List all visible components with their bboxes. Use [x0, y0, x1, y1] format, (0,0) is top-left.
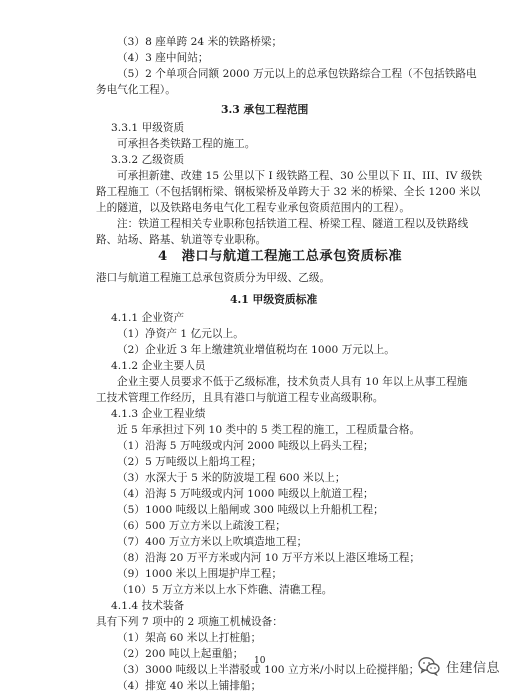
- text-line: （1）架高 60 米以上打桩船；: [117, 632, 262, 644]
- section-heading-3-3: 3.3 承包工程范围: [221, 103, 309, 116]
- text-line: （5）1000 吨级以上船闸或 300 吨级以上升船机工程；: [117, 504, 384, 516]
- text-line: 企业主要人员要求不低于乙级标准，技术负责人具有 10 年以上从事工程施: [117, 376, 468, 388]
- text-line: （7）400 万立方米以上吹填造地工程；: [117, 536, 308, 548]
- text-line: （3）水深大于 5 米的防波堤工程 600 米以上；: [117, 472, 346, 484]
- text-line: 可承担各类铁路工程的施工。: [117, 138, 256, 150]
- text-line: （9）1000 米以上围堤护岸工程；: [117, 568, 283, 580]
- text-line: （3）8 座单跨 24 米的铁路桥梁；: [117, 36, 283, 48]
- text-line: 3.3.2 乙级资质: [111, 154, 185, 166]
- text-line: （6）500 万立方米以上疏浚工程；: [117, 520, 286, 532]
- text-line: 务电气化工程）。: [96, 84, 176, 96]
- text-line: （8）沿海 20 万平方米或内河 10 万平方米以上港区堆场工程；: [117, 552, 421, 564]
- text-line: （2）企业近 3 年上缴建筑业增值税均在 1000 万元以上。: [117, 344, 395, 356]
- text-line: 3.3.1 甲级资质: [111, 122, 185, 134]
- text-line: 港口与航道工程施工总承包资质分为甲级、乙级。: [96, 272, 331, 284]
- text-line: （4）沿海 5 万吨级或内河 1000 吨级以上航道工程；: [117, 488, 374, 500]
- chapter-heading-4: 4 港口与航道工程施工总承包资质标准: [158, 249, 403, 264]
- section-heading-4-1: 4.1 甲级资质标准: [230, 293, 318, 306]
- wechat-icon: [418, 656, 440, 676]
- text-line: 可承担新建、改建 15 公里以下 I 级铁路工程、30 公里以下 II、III、IV 级铁: [117, 170, 483, 182]
- text-line: （2）200 吨以上起重船；: [117, 648, 244, 660]
- text-line: 路、站场、路基、轨道等专业职称。: [96, 234, 267, 246]
- page-number: 10: [254, 656, 266, 666]
- watermark-text: 住建信息: [446, 660, 501, 676]
- text-line: 4.1.4 技术装备: [111, 600, 185, 612]
- text-line: （4）排宽 40 米以上铺排船；: [117, 680, 262, 692]
- text-line: 4.1.3 企业工程业绩: [111, 408, 206, 420]
- text-line: 4.1.1 企业资产: [111, 312, 185, 324]
- text-line: （3）3000 吨级以上半潜驳或 100 立方米/小时以上砼搅拌船；: [117, 664, 420, 676]
- text-line: （1）沿海 5 万吨级或内河 2000 吨级以上码头工程；: [117, 440, 374, 452]
- text-line: 4.1.2 企业主要人员: [111, 360, 206, 372]
- text-line: 上的隧道，以及铁路电务电气化工程专业承包资质范围内的工程）。: [96, 202, 411, 214]
- watermark: [418, 656, 500, 676]
- text-line: 注：铁道工程相关专业职称包括铁道工程、桥梁工程、隧道工程以及铁路线: [117, 218, 469, 230]
- text-line: （2）5 万吨级以上船坞工程；: [117, 456, 262, 468]
- text-line: （5）2 个单项合同额 2000 万元以上的总承包铁路综合工程（不包括铁路电: [117, 68, 477, 80]
- text-line: （1）净资产 1 亿元以上。: [117, 328, 244, 340]
- text-line: 具有下列 7 项中的 2 项施工机械设备：: [96, 616, 283, 628]
- text-line: 工技术管理工作经历，且具有港口与航道工程专业高级职称。: [96, 392, 384, 404]
- text-line: （10）5 万立方米以上水下炸礁、清礁工程。: [117, 584, 333, 596]
- text-line: 近 5 年承担过下列 10 类中的 5 类工程的施工，工程质量合格。: [117, 424, 421, 436]
- text-line: 路工程施工（不包括钢桁梁、钢板梁桥及单跨大于 32 米的桥梁、全长 1200 米以: [96, 186, 481, 198]
- text-line: （4）3 座中间站；: [117, 52, 209, 64]
